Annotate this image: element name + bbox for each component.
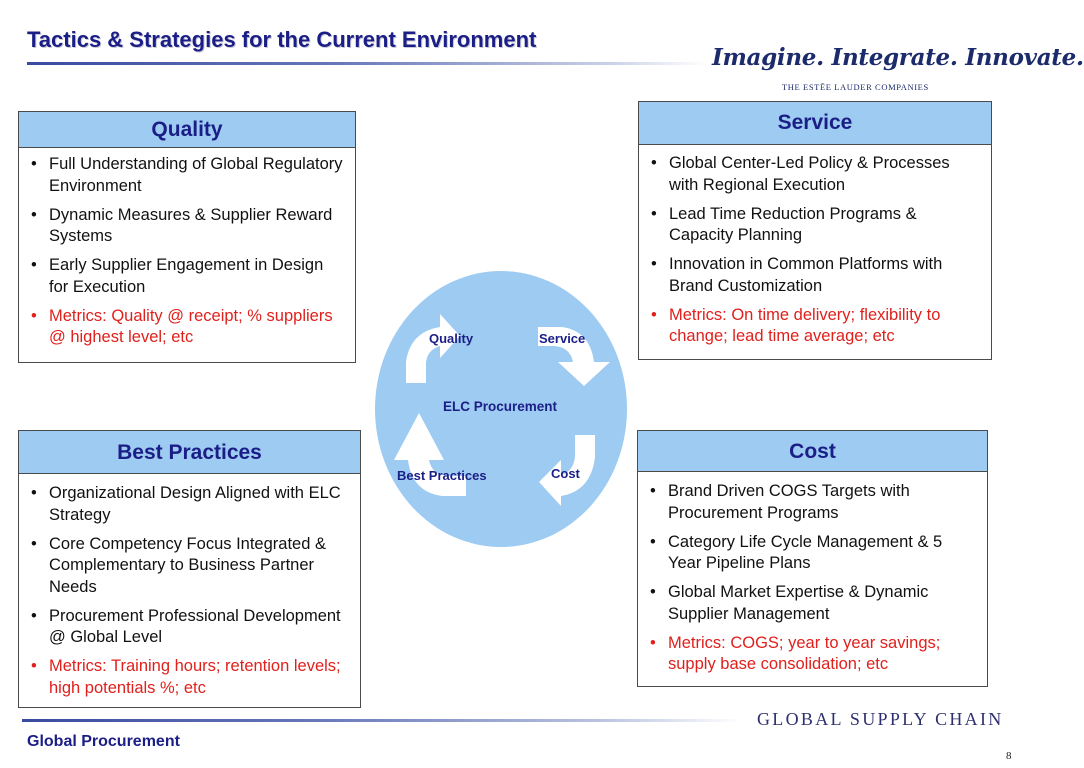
list-item: • Category Life Cycle Management & 5 Year Pipeline Plans — [648, 532, 979, 575]
cycle-diagram — [374, 270, 628, 548]
list-item: • Brand Driven COGS Targets with Procurement Programs — [648, 481, 979, 524]
best-practices-box-title: Best Practices — [19, 431, 360, 474]
cost-list — [648, 481, 979, 683]
metrics-item: • Metrics: Quality @ receipt; % suppliers @ highest level; etc — [29, 306, 347, 349]
title-underline — [27, 62, 707, 65]
metrics-item: • Metrics: On time delivery; flexibility to change; lead time average; etc — [649, 305, 983, 348]
cost-box — [637, 430, 988, 687]
metrics-item: • Metrics: Training hours; retention levels; high potentials %; etc — [29, 656, 352, 699]
list-item: • Procurement Professional Development @ Global Level — [29, 606, 352, 649]
list-item: • Global Center-Led Policy & Processes with Regional Execution — [649, 153, 983, 196]
list-item: • Global Market Expertise & Dynamic Supplier Management — [648, 582, 979, 625]
list-item: • Core Competency Focus Integrated & Complementary to Business Partner Needs — [29, 534, 352, 599]
list-item: • Dynamic Measures & Supplier Reward Systems — [29, 205, 347, 248]
logo-company-name: THE ESTĒE LAUDER COMPANIES — [782, 82, 929, 92]
slide-title: Tactics & Strategies for the Current Environment — [27, 27, 537, 52]
cycle-label-cost: Cost — [551, 466, 580, 481]
footer-department: Global Procurement — [27, 733, 180, 750]
cost-box-title: Cost — [638, 431, 987, 472]
list-item: • Lead Time Reduction Programs & Capacity Planning — [649, 204, 983, 247]
best-practices-list — [29, 483, 352, 707]
quality-list — [29, 154, 347, 356]
service-box-title: Service — [639, 102, 991, 145]
list-item: • Innovation in Common Platforms with Brand Customization — [649, 254, 983, 297]
footer-brand: GLOBAL SUPPLY CHAIN — [757, 709, 1004, 729]
metrics-item: • Metrics: COGS; year to year savings; supply base consolidation; etc — [648, 633, 979, 676]
cycle-label-best-practices: Best Practices — [397, 468, 487, 483]
company-logo — [712, 44, 1084, 94]
best-practices-box — [18, 430, 361, 708]
list-item: • Early Supplier Engagement in Design for Execution — [29, 255, 347, 298]
quality-box — [18, 111, 356, 363]
list-item: • Organizational Design Aligned with ELC Strategy — [29, 483, 352, 526]
service-box — [638, 101, 992, 360]
cycle-label-center: ELC Procurement — [443, 399, 558, 414]
quality-box-title: Quality — [19, 112, 355, 148]
logo-tagline: Imagine. Integrate. Innovate. — [712, 44, 1084, 71]
cycle-label-service: Service — [539, 331, 586, 346]
cycle-label-quality: Quality — [429, 331, 474, 346]
list-item: • Full Understanding of Global Regulatory Environment — [29, 154, 347, 197]
footer-rule — [22, 719, 742, 722]
service-list — [649, 153, 983, 355]
page-number: 8 — [1006, 750, 1012, 762]
